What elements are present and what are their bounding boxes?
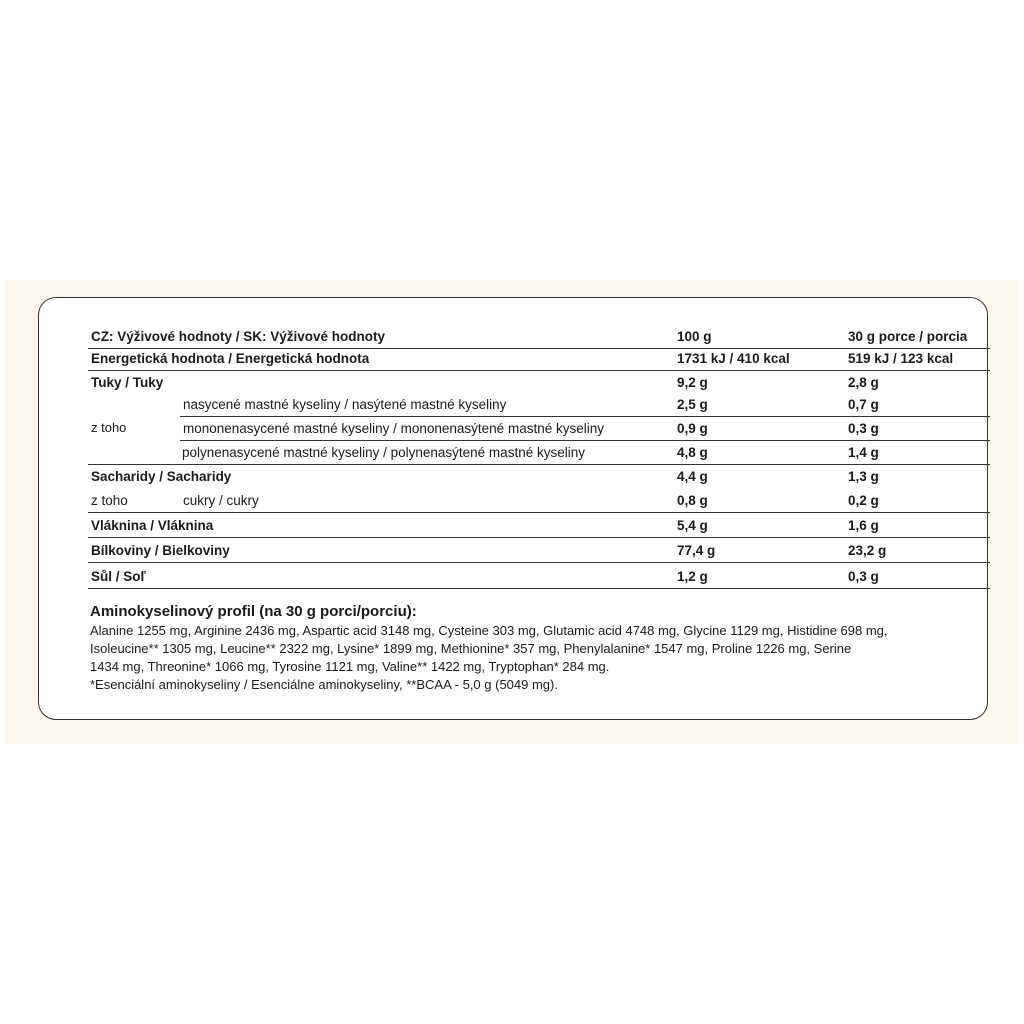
value-serving: 23,2 g <box>848 543 887 558</box>
table-row-fat <box>88 372 990 394</box>
amino-line: 1434 mg, Threonine* 1066 mg, Tyrosine 1121 mg, Valine** 1422 mg, Tryptophan* 284 mg. <box>90 659 610 674</box>
row-label: cukry / cukry <box>183 493 259 508</box>
value-100g: 2,5 g <box>677 397 708 412</box>
value-100g: 4,8 g <box>677 445 708 460</box>
row-label: Sacharidy / Sacharidy <box>91 469 232 484</box>
value-100g: 77,4 g <box>677 543 716 558</box>
value-100g: 9,2 g <box>677 375 708 390</box>
amino-profile-title: Aminokyselinový profil (na 30 g porci/porciu): <box>90 603 417 620</box>
table-header-row <box>88 326 990 349</box>
value-serving: 2,8 g <box>848 375 879 390</box>
table-row-sugars <box>88 490 990 513</box>
column-header-100g: 100 g <box>677 329 712 344</box>
table-row-protein <box>88 540 990 563</box>
carbs-of-which-label: z toho <box>91 493 128 508</box>
value-serving: 1,3 g <box>848 469 879 484</box>
row-label: mononenasycené mastné kyseliny / mononenasýtené mastné kyseliny <box>183 421 604 436</box>
value-100g: 4,4 g <box>677 469 708 484</box>
amino-line: Alanine 1255 mg, Arginine 2436 mg, Aspartic acid 3148 mg, Cysteine 303 mg, Glutamic acid 4748 mg, Glycine 1129 mg, Histidine 698 mg, <box>90 623 888 638</box>
table-row-mono <box>180 418 990 441</box>
value-100g: 1,2 g <box>677 569 708 584</box>
value-100g: 0,8 g <box>677 493 708 508</box>
value-serving: 1,4 g <box>848 445 879 460</box>
row-label: Energetická hodnota / Energetická hodnota <box>91 351 370 366</box>
amino-line: Isoleucine** 1305 mg, Leucine** 2322 mg, Lysine* 1899 mg, Methionine* 357 mg, Phenylalanine* 1547 mg, Proline 1226 mg, Serine <box>90 641 852 656</box>
row-label: polynenasycené mastné kyseliny / polynenasýtené mastné kyseliny <box>182 445 585 460</box>
amino-profile-text <box>90 622 978 694</box>
table-row-fibre <box>88 515 990 538</box>
table-row-poly <box>88 442 990 465</box>
table-row-energy <box>88 348 990 371</box>
value-serving: 0,7 g <box>848 397 879 412</box>
amino-footnote: *Esenciální aminokyseliny / Esenciálne aminokyseliny, **BCAA - 5,0 g (5049 mg). <box>90 677 558 692</box>
table-title: CZ: Výživové hodnoty / SK: Výživové hodnoty <box>91 329 386 344</box>
column-header-serving: 30 g porce / porcia <box>848 329 968 344</box>
fat-of-which-label: z toho <box>91 420 127 435</box>
value-100g: 5,4 g <box>677 518 708 533</box>
row-label: nasycené mastné kyseliny / nasýtené mastné kyseliny <box>183 397 507 412</box>
table-row-saturated <box>180 394 990 417</box>
value-100g: 1731 kJ / 410 kcal <box>677 351 790 366</box>
value-serving: 519 kJ / 123 kcal <box>848 351 954 366</box>
row-label: Sůl / Soľ <box>91 569 146 584</box>
table-row-salt <box>88 566 990 589</box>
row-label: Bílkoviny / Bielkoviny <box>91 543 230 558</box>
value-serving: 1,6 g <box>848 518 879 533</box>
row-label: Tuky / Tuky <box>91 375 164 390</box>
value-100g: 0,9 g <box>677 421 708 436</box>
value-serving: 0,3 g <box>848 569 879 584</box>
row-label: Vláknina / Vláknina <box>91 518 214 533</box>
value-serving: 0,3 g <box>848 421 879 436</box>
table-row-carbs <box>88 466 990 488</box>
value-serving: 0,2 g <box>848 493 879 508</box>
